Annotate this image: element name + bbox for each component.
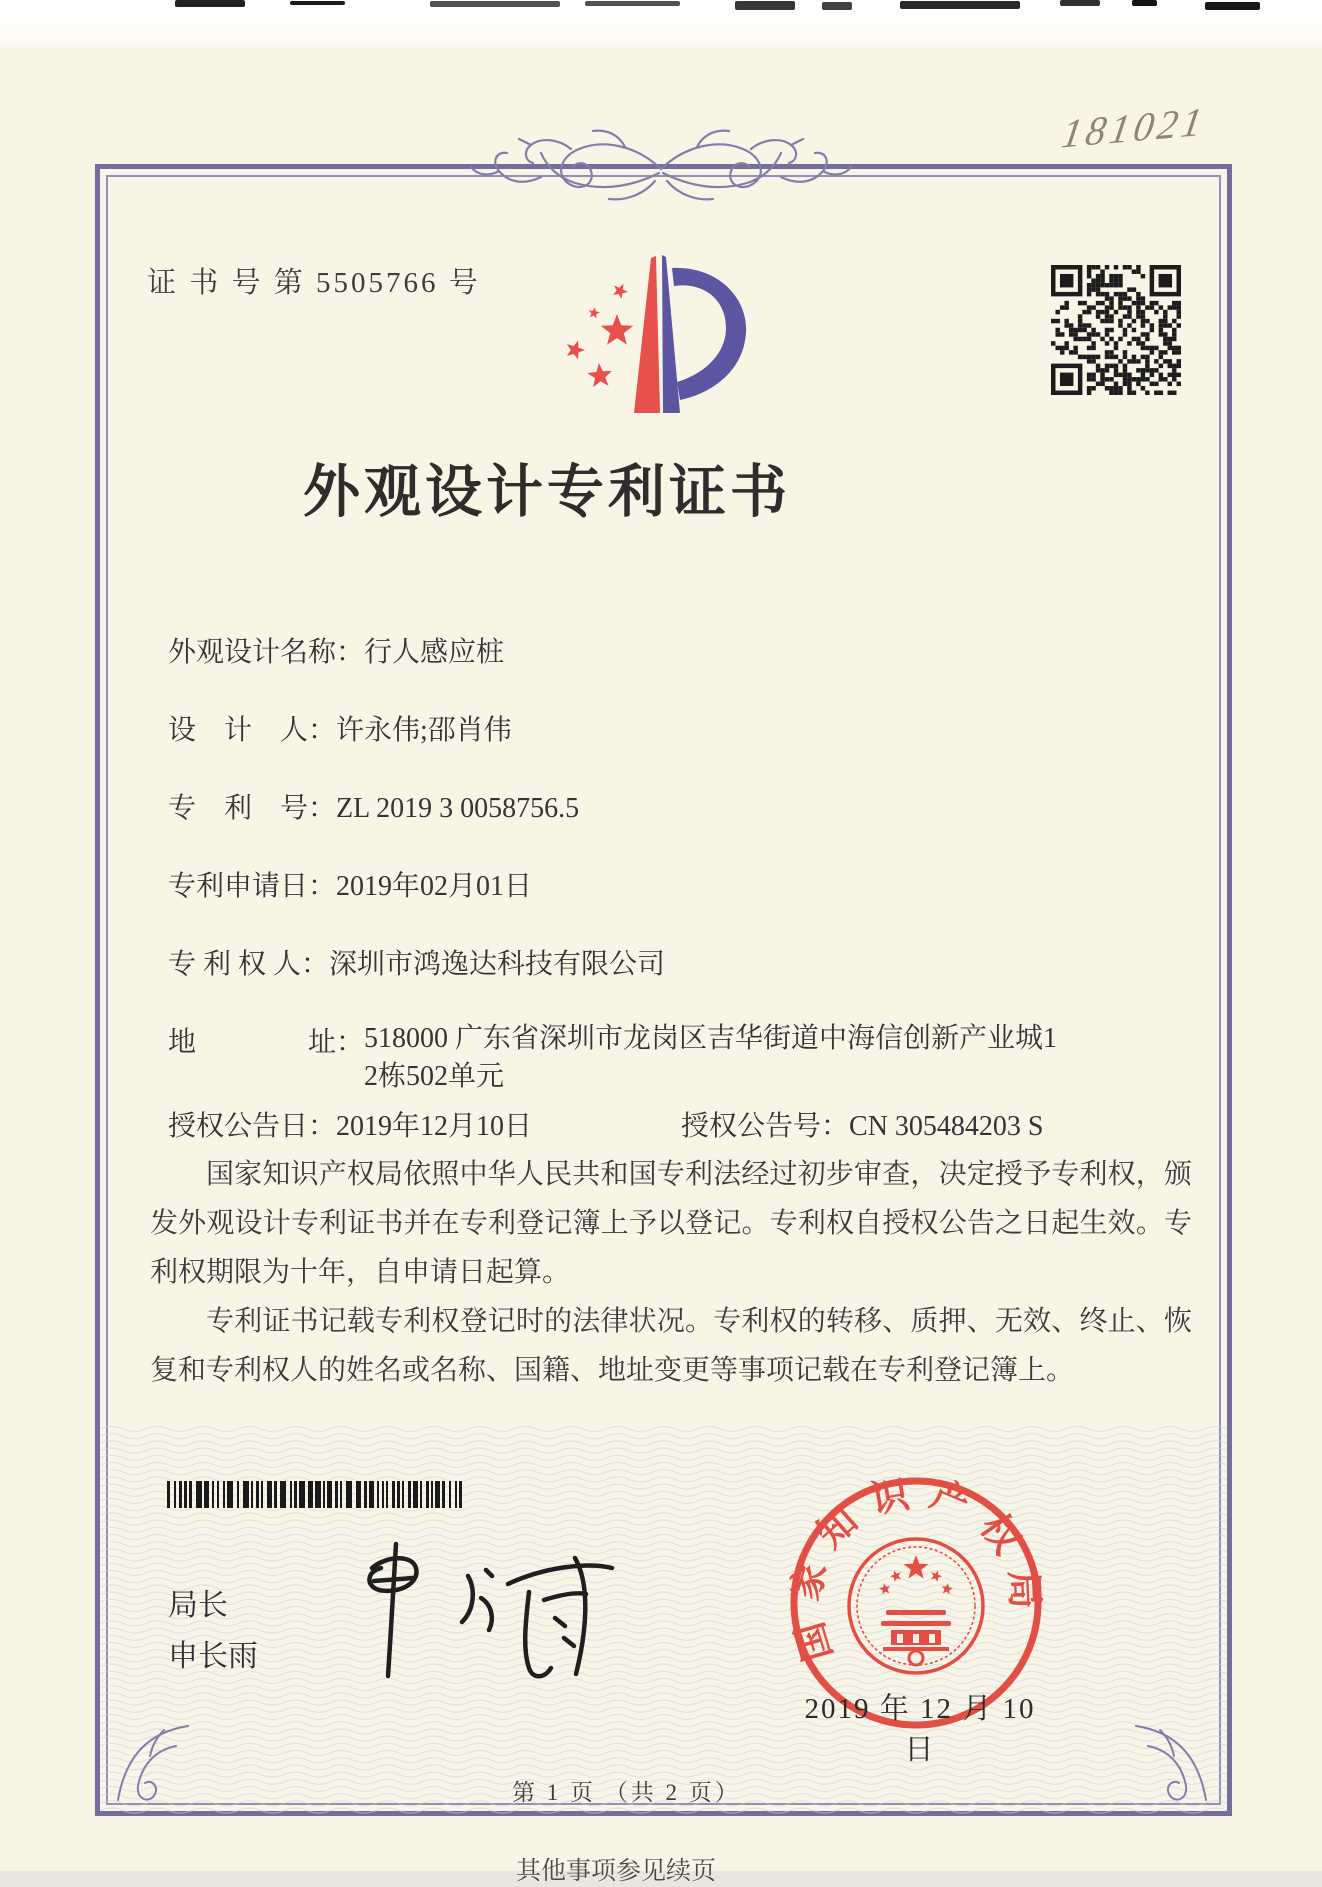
seal-ring-text: 国家知识产权局 bbox=[785, 1472, 1047, 1666]
scan-dash bbox=[1060, 0, 1100, 6]
page-footer: 第 1 页 （共 2 页） bbox=[512, 1780, 741, 1805]
grant-number-pair bbox=[681, 1104, 1043, 1144]
field-row-address bbox=[168, 1020, 1194, 1096]
clipped-bottom-text: 其他事项参见续页 bbox=[516, 1858, 717, 1885]
seal-date: 2019 年 12 月 10 日 bbox=[804, 1693, 1036, 1766]
field-label: 专 利 权 人： bbox=[168, 949, 330, 980]
scan-dash bbox=[585, 1, 680, 6]
field-value: CN 305484203 S bbox=[849, 1111, 1044, 1142]
address-line: 2栋502单元 bbox=[364, 1061, 505, 1092]
legal-paragraph-2: 专利证书记载专利权登记时的法律状况。专利权的转移、质押、无效、终止、恢复和专利权人的姓名或名称、国籍、地址变更等事项记载在专利登记簿上。 bbox=[150, 1306, 1192, 1386]
officer-block bbox=[168, 1580, 258, 1682]
field-label: 授权公告日： bbox=[168, 1111, 337, 1142]
certificate-number: 证 书 号 第 5505766 号 bbox=[147, 267, 481, 299]
field-row-filing-date bbox=[168, 864, 532, 904]
field-row-design-name bbox=[168, 630, 504, 670]
scan-dash bbox=[290, 1, 345, 5]
top-frame-ornament bbox=[451, 125, 871, 205]
field-value: 2019年02月01日 bbox=[336, 871, 533, 902]
field-label: 外观设计名称： bbox=[168, 637, 365, 668]
corner-ornament-right bbox=[1128, 1716, 1220, 1808]
scan-dash bbox=[175, 0, 245, 7]
field-label: 专利申请日： bbox=[168, 871, 337, 902]
officer-name: 申长雨 bbox=[168, 1640, 258, 1673]
scan-edge-artifacts bbox=[0, 0, 1322, 14]
scan-dash bbox=[900, 1, 1020, 8]
field-value: ZL 2019 3 0058756.5 bbox=[336, 793, 580, 824]
national-emblem-icon bbox=[849, 1539, 983, 1673]
field-label: 专 利 号： bbox=[168, 793, 337, 824]
field-row-patent-number bbox=[168, 786, 579, 826]
cnipa-logo-icon bbox=[552, 208, 762, 418]
scan-dash bbox=[735, 1, 795, 10]
field-value: 深圳市鸿逸达科技有限公司 bbox=[329, 949, 666, 980]
handwritten-number: 181021 bbox=[1058, 98, 1210, 157]
signature-handwriting bbox=[350, 1538, 590, 1693]
scan-dash bbox=[1205, 2, 1260, 10]
barcode bbox=[167, 1481, 469, 1508]
scan-dash bbox=[430, 1, 560, 7]
address-line: 518000 广东省深圳市龙岗区吉华街道中海信创新产业城1 bbox=[364, 1023, 1058, 1054]
scan-dash bbox=[822, 2, 852, 10]
field-row-designer bbox=[168, 708, 512, 748]
qr-code bbox=[1051, 265, 1181, 395]
scan-dash bbox=[1132, 0, 1157, 6]
field-label: 设 计 人： bbox=[168, 715, 337, 746]
field-label: 地 址： bbox=[168, 1027, 365, 1058]
legal-paragraph-1: 国家知识产权局依照中华人民共和国专利法经过初步审查，决定授予专利权，颁发外观设计专利证书并在专利登记簿上予以登记。专利权自授权公告之日起生效。专利权期限为十年，自申请日起算。 bbox=[150, 1159, 1192, 1288]
field-row-patentee bbox=[168, 942, 665, 982]
field-label: 授权公告号： bbox=[681, 1111, 850, 1142]
corner-ornament-left bbox=[104, 1716, 196, 1808]
field-row-grant bbox=[168, 1104, 1044, 1144]
field-value: 2019年12月10日 bbox=[336, 1111, 533, 1142]
field-value: 行人感应桩 bbox=[364, 637, 505, 668]
legal-text bbox=[150, 1150, 1192, 1395]
field-value bbox=[364, 1020, 1194, 1096]
officer-title: 局长 bbox=[168, 1589, 228, 1622]
field-value: 许永伟;邵肖伟 bbox=[336, 715, 512, 746]
certificate-title: 外观设计专利证书 bbox=[303, 461, 791, 524]
